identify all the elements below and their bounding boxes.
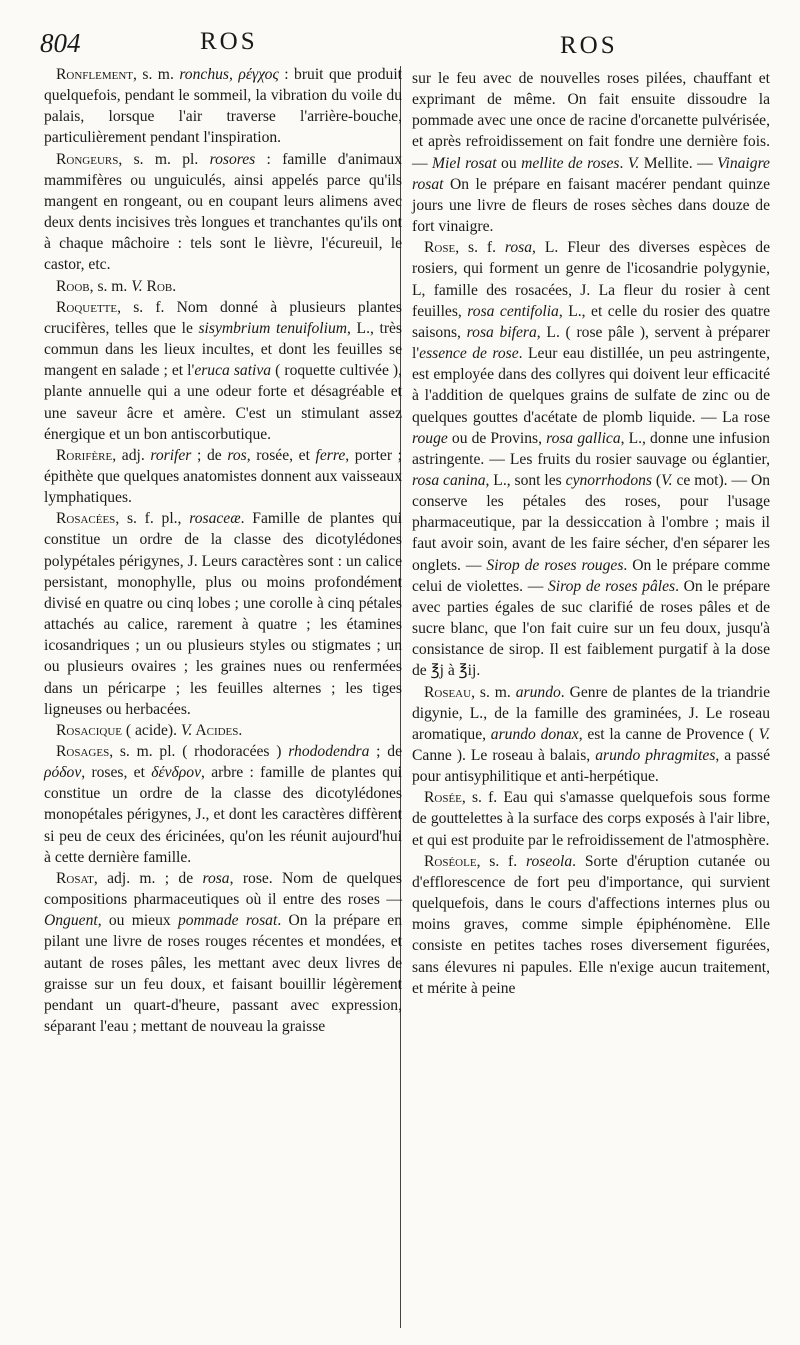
headword: Roseau: [424, 683, 472, 701]
entry-roquette: Roquette, s. f. Nom donné à plusieurs plantes crucifères, telles que le sisymbrium tenuifolium, L., très commun dans les lieux incultes, et dont les feuilles se mangent en salade ; et l'eruca sativa ( roquette cultivée ), plante annuelle qui a une odeur forte et désagréable et une saveur âcre et amère. C'est un stimulant assez énergique et un bon antiscorbutique.: [44, 298, 402, 443]
left-column: [44, 64, 402, 1037]
entry-rosacique: Rosacique ( acide). V. Acides.: [56, 721, 243, 739]
headword: Roob: [56, 277, 90, 295]
entry-rosacees: Rosacées, s. f. pl., rosaceæ. Famille de plantes qui constitue un ordre de la classe des dicotylédones polypétales périgynes, J. Leurs caractères sont : un calice persistant, monophylle, plus ou moins profondément divisé en quatre ou cinq lobes ; une corolle à cinq pétales attachés au calice, rarement à quatre ; les étamines icosandriques ; un ou plusieurs styles ou stigmates ; un ou plusieurs ovaires ; les graines nues ou renfermées dans un péricarpe ; les feuilles alternes ; les tiges ligneuses ou herbacées.: [44, 510, 402, 718]
entry-rorifere: Rorifère, adj. rorifer ; de ros, rosée, et ferre, porter ; épithète que quelques anatomistes donnent aux vaisseaux lymphatiques.: [44, 446, 402, 507]
entry-rongeurs: Rongeurs, s. m. pl. rosores : famille d'animaux mammifères ou unguiculés, ainsi appelés parce qu'ils mangent en rongeant, ou en coupant leurs alimens avec deux dents incisives très longues et tranchantes qu'ils ont à chaque mâchoire : tels sont le lièvre, l'écureuil, le castor, etc.: [44, 150, 403, 274]
headword: Rosat: [56, 869, 94, 887]
entry-rosat-continued: sur le feu avec de nouvelles roses pilées, chauffant et exprimant de même. On fait ensuite dissoudre la pommade avec une once de racine d'orcanette pulvérisée, et après refroidissement on fait fondre une dernière fois. — Miel rosat ou mellite de roses. V. Mellite. — Vinaigre rosat On le prépare en faisant macérer pendant quinze jours une livre de fleurs de roses sèches dans douze de fort vinaigre.: [412, 70, 770, 236]
headword: Rosacées: [56, 510, 116, 528]
entry-rosee: Rosée, s. f. Eau qui s'amasse quelquefois sous forme de gouttelettes à la surface des corps exposés à l'air libre, et qui est produite par le refroidissement de l'atmosphère.: [412, 789, 770, 849]
headword: Ronflement: [56, 66, 134, 83]
headword: Rorifère: [56, 446, 113, 464]
entry-roseau: Roseau, s. m. arundo. Genre de plantes de la triandrie digynie, L., de la famille des graminées, J. Le roseau aromatique, arundo donax, est la canne de Provence ( V. Canne ). Le roseau à balais, arundo phragmites, a passé pour antisyphilitique et anti-herpétique.: [412, 683, 770, 786]
entry-rosat: Rosat, adj. m. ; de rosa, rose. Nom de quelques compositions pharmaceutiques où il entre des roses — Onguent, ou mieux pommade rosat. On la prépare en pilant une livre de roses rouges récentes et mondées, et autant de roses pâles, les mettant avec deux livres de graisse sur un feu doux, et faisant bouillir légèrement pendant un quart-d'heure, passant avec expression, séparant l'eau ; mettant de nouveau la graisse: [44, 869, 402, 1036]
entry-ronflement: Ronflement, s. m. ronchus, ρέγχος : bruit que produit quelquefois, pendant le sommeil, la vibration du voile du palais, lorsque l'air traverse l'arrière-bouche, particulièrement pendant l'inspiration.: [44, 66, 402, 147]
headword: Rosacique: [56, 721, 123, 739]
entry-roob: Roob, s. m. V. Rob.: [56, 277, 177, 295]
headword: Rose: [424, 239, 456, 257]
headword: Rosée: [424, 789, 462, 807]
page-number: 804: [40, 28, 81, 58]
headword: Roquette: [56, 298, 118, 316]
headword: Rongeurs: [56, 150, 119, 168]
right-column: [412, 68, 770, 999]
headword: Rosages: [56, 743, 110, 760]
entry-roseole: Roséole, s. f. roseola. Sorte d'éruption cutanée ou d'efflorescence de fort peu d'importance, qui survient quelquefois, dans le cours d'affections internes plus ou moins graves, comme simple épiphénomène. Elle consiste en petites taches roses diversement figurées, sans élevures ni papules. Elle n'exige aucun traitement, et mérite à peine: [412, 852, 771, 997]
running-header: [0, 24, 800, 64]
entry-rose: Rose, s. f. rosa, L. Fleur des diverses espèces de rosiers, qui forment un genre de l'icosandrie polygynie, L, famille des rosacées, J. La fleur du rosier à cent feuilles, rosa centifolia, L., et celle du rosier des quatre saisons, rosa bifera, L. ( rose pâle ), servent à préparer l'essence de rose. Leur eau distillée, un peu astringente, est employée dans des collyres qui doivent leur efficacité à l'addition de quelques grains de sulfate de zinc ou de quelques gouttes d'acétate de plomb liquide. — La rose rouge ou de Provins, rosa gallica, L., donne une infusion astringente. — Les fruits du rosier sauvage ou églantier, rosa canina, L., sont les cynorrhodons (V. ce mot). — On conserve les pétales des roses, pour l'usage pharmaceutique, par la dessiccation à l'ombre ; mais il faut avoir soin, avant de les faire sécher, d'en séparer les onglets. — Sirop de roses rouges. On le prépare comme celui de violettes. — Sirop de roses pâles. On le prépare avec parties égales de suc clarifié de roses pâles et de sucre blanc, que l'on fait cuire sur un feu doux, jusqu'à consistance de sirop. Il est faiblement purgatif à la dose de ℥j à ℥ij.: [412, 239, 771, 680]
running-head-left: ROS: [200, 28, 258, 55]
running-head-right: ROS: [560, 32, 618, 59]
entry-rosages: Rosages, s. m. pl. ( rhodoracées ) rhododendra ; de ρόδον, roses, et δένδρον, arbre : famille de plantes qui constitue un ordre de la classe des dicotylédones monopétales périgynes, J., et dont les caractères diffèrent si peu de ceux des éricinées, qu'on les réunit aujourd'hui à cette dernière famille.: [44, 743, 403, 866]
headword: Roséole: [424, 852, 477, 870]
